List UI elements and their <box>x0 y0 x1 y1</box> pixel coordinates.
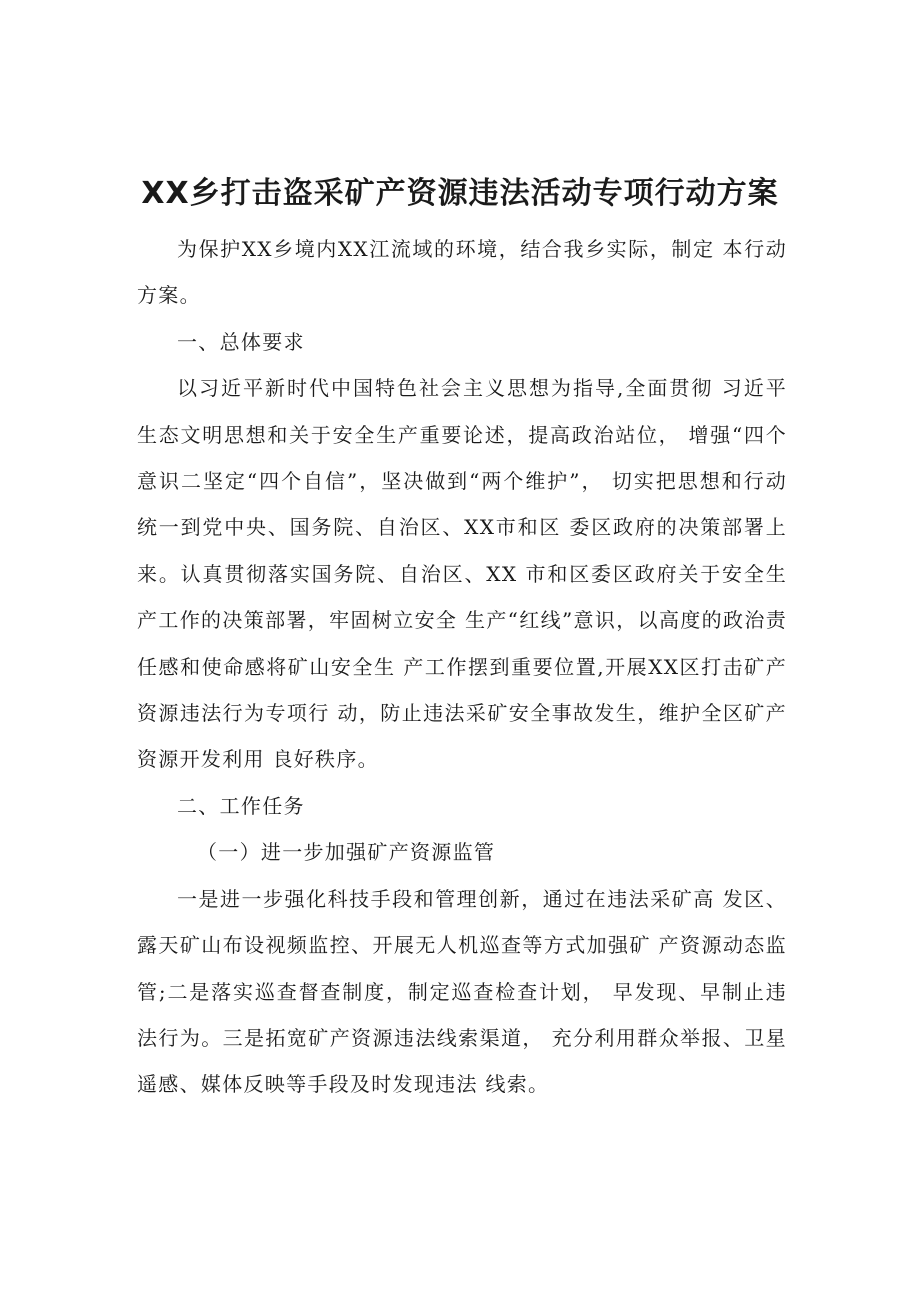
general-requirements-paragraph: 以习近平新时代中国特色社会主义思想为指导,全面贯彻 习近平生态文明思想和关于安全生产重要论述，提高政治站位， 增强“四个意识二坚定“四个自信”，坚决做到“两个维护”， 切实把思想和行动统一到党中央、国务院、自治区、XX市和区 委区政府的决策部署上来。认真贯彻落实国务院、自治区、XX 市和区委区政府关于安全生产工作的决策部署，牢固树立安全 生产“红线”意识，以高度的政治责任感和使命感将矿山安全生 产工作摆到重要位置,开展XX区打击矿产资源违法行为专项行 动，防止违法采矿安全事故发生，维护全区矿产资源开发利用 良好秩序。 <box>137 376 787 772</box>
document-title: XX乡打击盗采矿产资源违法活动专项行动方案 <box>141 176 779 211</box>
document-body <box>137 226 787 1108</box>
subsection-heading-supervision: （一）进一步加强矿产资源监管 <box>197 840 496 865</box>
intro-paragraph: 为保护XX乡境内XX江流域的环境，结合我乡实际，制定 本行动方案。 <box>137 237 787 308</box>
section-heading-work-tasks: 二、工作任务 <box>177 793 305 818</box>
supervision-paragraph: 一是进一步强化科技手段和管理创新，通过在违法采矿高 发区、露天矿山布设视频监控、开展无人机巡查等方式加强矿 产资源动态监管;二是落实巡查督查制度，制定巡查检查计划， 早发现、早制止违法行为。三是拓宽矿产资源违法线索渠道， 充分利用群众举报、卫星遥感、媒体反映等手段及时发现违法 线索。 <box>137 886 787 1097</box>
section-heading-general-requirements: 一、总体要求 <box>177 329 305 354</box>
